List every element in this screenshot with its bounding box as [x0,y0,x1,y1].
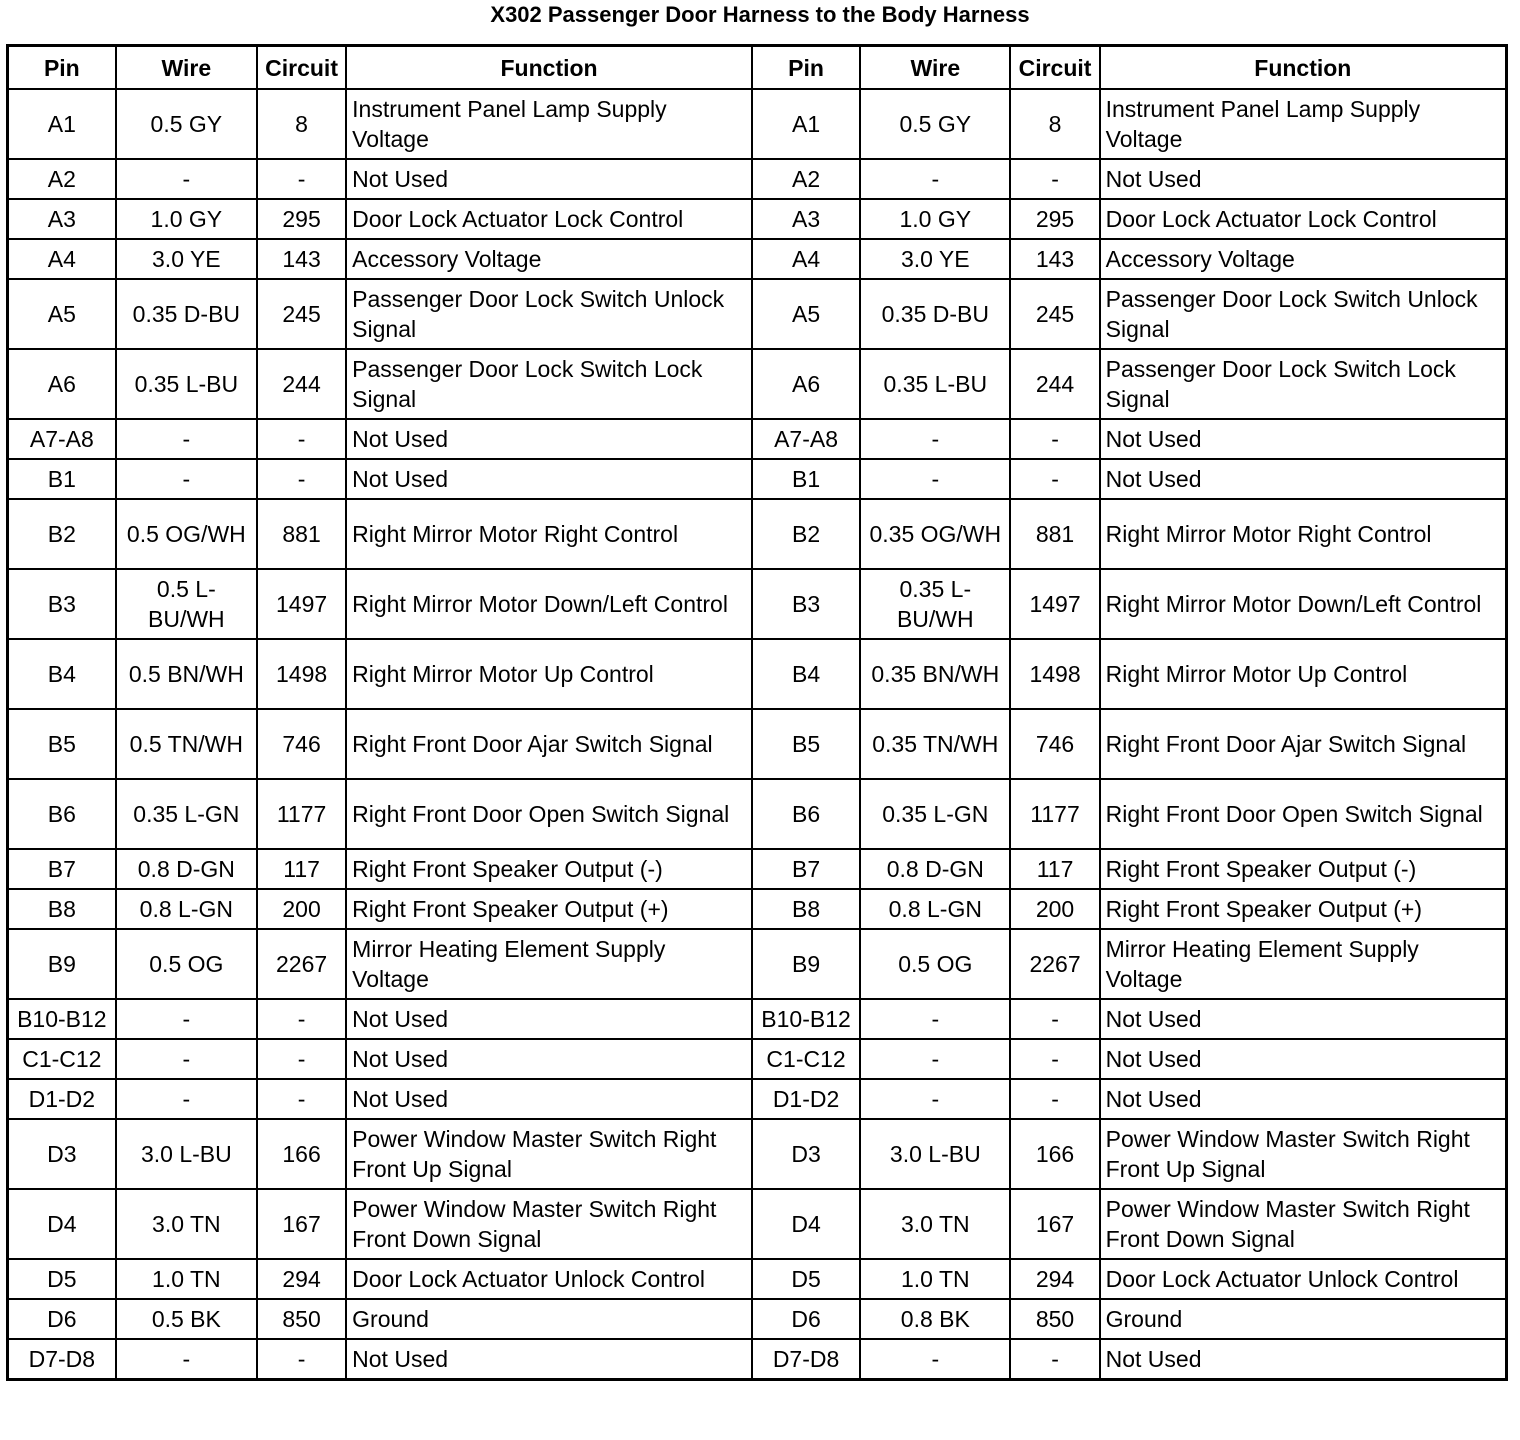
right-function-cell: Instrument Panel Lamp Supply Voltage [1100,89,1507,159]
right-wire-cell: 0.35 L-BU/WH [860,569,1010,639]
left-circuit-cell: 850 [257,1299,346,1339]
table-row [8,779,1507,849]
right-function-cell: Right Front Speaker Output (-) [1100,849,1507,889]
right-wire-cell: 0.35 BN/WH [860,639,1010,709]
left-function-cell: Not Used [346,1039,752,1079]
right-circuit-cell: 143 [1010,239,1099,279]
left-pin-cell: D6 [8,1299,116,1339]
right-wire-cell: 3.0 L-BU [860,1119,1010,1189]
left-function-cell: Accessory Voltage [346,239,752,279]
left-pin-cell: B1 [8,459,116,499]
right-function-cell: Not Used [1100,159,1507,199]
left-pin-cell: A2 [8,159,116,199]
left-function-cell: Not Used [346,1339,752,1380]
table-row [8,1299,1507,1339]
left-circuit-cell: 8 [257,89,346,159]
right-wire-cell: 0.5 GY [860,89,1010,159]
left-pin-cell: D3 [8,1119,116,1189]
right-wire-cell: 0.35 OG/WH [860,499,1010,569]
right-pin-cell: B9 [752,929,860,999]
table-row [8,1079,1507,1119]
left-function-cell: Right Front Door Ajar Switch Signal [346,709,752,779]
table-row [8,419,1507,459]
right-circuit-cell: 117 [1010,849,1099,889]
right-pin-cell: B10-B12 [752,999,860,1039]
left-function-cell: Not Used [346,459,752,499]
left-pin-cell: B7 [8,849,116,889]
right-function-cell: Passenger Door Lock Switch Unlock Signal [1100,279,1507,349]
table-row [8,349,1507,419]
left-wire-cell: - [116,1339,257,1380]
table-row [8,1259,1507,1299]
right-circuit-cell: - [1010,1339,1099,1380]
left-circuit-cell: 1177 [257,779,346,849]
right-circuit-cell: 1497 [1010,569,1099,639]
right-circuit-cell: - [1010,999,1099,1039]
right-circuit-cell: 295 [1010,199,1099,239]
column-header-function: Function [346,46,752,90]
table-row [8,1039,1507,1079]
left-function-cell: Instrument Panel Lamp Supply Voltage [346,89,752,159]
left-pin-cell: B8 [8,889,116,929]
table-row [8,1119,1507,1189]
left-wire-cell: 3.0 YE [116,239,257,279]
right-circuit-cell: 166 [1010,1119,1099,1189]
right-pin-cell: A2 [752,159,860,199]
left-pin-cell: A3 [8,199,116,239]
left-function-cell: Right Front Door Open Switch Signal [346,779,752,849]
right-wire-cell: - [860,1339,1010,1380]
right-function-cell: Not Used [1100,999,1507,1039]
right-circuit-cell: 8 [1010,89,1099,159]
left-wire-cell: 0.8 D-GN [116,849,257,889]
column-header-pin: Pin [8,46,116,90]
right-pin-cell: B7 [752,849,860,889]
left-circuit-cell: 746 [257,709,346,779]
right-circuit-cell: 1498 [1010,639,1099,709]
right-circuit-cell: - [1010,159,1099,199]
column-header-wire: Wire [116,46,257,90]
column-header-circuit: Circuit [257,46,346,90]
right-function-cell: Right Front Speaker Output (+) [1100,889,1507,929]
left-wire-cell: 0.5 TN/WH [116,709,257,779]
right-function-cell: Not Used [1100,459,1507,499]
left-function-cell: Door Lock Actuator Lock Control [346,199,752,239]
right-function-cell: Right Mirror Motor Right Control [1100,499,1507,569]
right-pin-cell: B3 [752,569,860,639]
left-wire-cell: - [116,1039,257,1079]
table-row [8,569,1507,639]
table-row [8,1189,1507,1259]
left-circuit-cell: 244 [257,349,346,419]
right-wire-cell: 0.8 L-GN [860,889,1010,929]
column-header-circuit: Circuit [1010,46,1099,90]
table-row [8,239,1507,279]
left-function-cell: Right Mirror Motor Down/Left Control [346,569,752,639]
right-pin-cell: B8 [752,889,860,929]
left-function-cell: Right Front Speaker Output (+) [346,889,752,929]
right-function-cell: Power Window Master Switch Right Front Up Signal [1100,1119,1507,1189]
right-function-cell: Power Window Master Switch Right Front Down Signal [1100,1189,1507,1259]
table-row [8,159,1507,199]
right-function-cell: Right Mirror Motor Up Control [1100,639,1507,709]
right-pin-cell: A6 [752,349,860,419]
right-function-cell: Not Used [1100,1339,1507,1380]
right-function-cell: Not Used [1100,1039,1507,1079]
right-wire-cell: - [860,459,1010,499]
left-circuit-cell: 294 [257,1259,346,1299]
right-circuit-cell: 1177 [1010,779,1099,849]
left-wire-cell: 3.0 L-BU [116,1119,257,1189]
table-row [8,929,1507,999]
right-wire-cell: 0.35 TN/WH [860,709,1010,779]
left-function-cell: Not Used [346,999,752,1039]
right-circuit-cell: 746 [1010,709,1099,779]
left-wire-cell: 0.35 D-BU [116,279,257,349]
left-circuit-cell: - [257,1039,346,1079]
right-pin-cell: D6 [752,1299,860,1339]
right-pin-cell: A3 [752,199,860,239]
right-pin-cell: A4 [752,239,860,279]
left-circuit-cell: 881 [257,499,346,569]
left-wire-cell: - [116,459,257,499]
table-row [8,709,1507,779]
left-circuit-cell: 245 [257,279,346,349]
left-function-cell: Not Used [346,1079,752,1119]
left-pin-cell: A1 [8,89,116,159]
left-circuit-cell: - [257,159,346,199]
right-pin-cell: B5 [752,709,860,779]
right-circuit-cell: 294 [1010,1259,1099,1299]
left-circuit-cell: 167 [257,1189,346,1259]
right-circuit-cell: 2267 [1010,929,1099,999]
table-row [8,889,1507,929]
left-function-cell: Passenger Door Lock Switch Lock Signal [346,349,752,419]
right-function-cell: Accessory Voltage [1100,239,1507,279]
header-row [8,46,1507,90]
right-pin-cell: D3 [752,1119,860,1189]
right-pin-cell: D7-D8 [752,1339,860,1380]
left-pin-cell: D1-D2 [8,1079,116,1119]
left-circuit-cell: 2267 [257,929,346,999]
left-pin-cell: D5 [8,1259,116,1299]
left-wire-cell: 0.8 L-GN [116,889,257,929]
left-function-cell: Ground [346,1299,752,1339]
table-row [8,499,1507,569]
left-pin-cell: A4 [8,239,116,279]
left-wire-cell: - [116,1079,257,1119]
left-wire-cell: 0.5 OG [116,929,257,999]
left-pin-cell: B4 [8,639,116,709]
left-circuit-cell: - [257,1079,346,1119]
left-pin-cell: C1-C12 [8,1039,116,1079]
right-function-cell: Passenger Door Lock Switch Lock Signal [1100,349,1507,419]
right-wire-cell: 0.8 D-GN [860,849,1010,889]
left-wire-cell: 0.5 OG/WH [116,499,257,569]
left-wire-cell: - [116,419,257,459]
right-circuit-cell: 881 [1010,499,1099,569]
page-title: X302 Passenger Door Harness to the Body Harness [490,2,1030,27]
right-function-cell: Door Lock Actuator Unlock Control [1100,1259,1507,1299]
right-pin-cell: B4 [752,639,860,709]
column-header-function: Function [1100,46,1507,90]
right-circuit-cell: - [1010,1079,1099,1119]
right-function-cell: Not Used [1100,419,1507,459]
right-wire-cell: - [860,159,1010,199]
right-wire-cell: - [860,419,1010,459]
left-circuit-cell: 143 [257,239,346,279]
left-function-cell: Right Front Speaker Output (-) [346,849,752,889]
left-wire-cell: 0.5 BK [116,1299,257,1339]
left-pin-cell: D7-D8 [8,1339,116,1380]
right-wire-cell: 0.8 BK [860,1299,1010,1339]
column-header-wire: Wire [860,46,1010,90]
left-pin-cell: B5 [8,709,116,779]
table-row [8,199,1507,239]
right-function-cell: Ground [1100,1299,1507,1339]
left-pin-cell: B2 [8,499,116,569]
left-wire-cell: 1.0 TN [116,1259,257,1299]
left-wire-cell: 0.5 BN/WH [116,639,257,709]
right-pin-cell: B2 [752,499,860,569]
left-wire-cell: 0.35 L-GN [116,779,257,849]
table-row [8,1339,1507,1380]
right-circuit-cell: - [1010,459,1099,499]
left-circuit-cell: 295 [257,199,346,239]
right-wire-cell: 3.0 TN [860,1189,1010,1259]
left-function-cell: Not Used [346,419,752,459]
right-circuit-cell: - [1010,419,1099,459]
right-wire-cell: 1.0 TN [860,1259,1010,1299]
table-row [8,279,1507,349]
left-pin-cell: B9 [8,929,116,999]
right-wire-cell: - [860,1039,1010,1079]
right-pin-cell: D1-D2 [752,1079,860,1119]
right-function-cell: Right Front Door Ajar Switch Signal [1100,709,1507,779]
right-pin-cell: A5 [752,279,860,349]
right-wire-cell: 0.35 L-BU [860,349,1010,419]
left-circuit-cell: - [257,999,346,1039]
table-row [8,459,1507,499]
right-pin-cell: D4 [752,1189,860,1259]
column-header-pin: Pin [752,46,860,90]
left-circuit-cell: 200 [257,889,346,929]
left-circuit-cell: 117 [257,849,346,889]
left-pin-cell: D4 [8,1189,116,1259]
left-wire-cell: 0.5 GY [116,89,257,159]
right-wire-cell: 0.35 D-BU [860,279,1010,349]
left-wire-cell: - [116,999,257,1039]
right-wire-cell: - [860,1079,1010,1119]
right-pin-cell: C1-C12 [752,1039,860,1079]
right-pin-cell: A1 [752,89,860,159]
left-function-cell: Not Used [346,159,752,199]
left-pin-cell: A5 [8,279,116,349]
right-circuit-cell: 850 [1010,1299,1099,1339]
left-function-cell: Right Mirror Motor Up Control [346,639,752,709]
table-row [8,639,1507,709]
left-wire-cell: 3.0 TN [116,1189,257,1259]
left-function-cell: Right Mirror Motor Right Control [346,499,752,569]
table-row [8,849,1507,889]
right-pin-cell: A7-A8 [752,419,860,459]
left-circuit-cell: 1498 [257,639,346,709]
right-wire-cell: 3.0 YE [860,239,1010,279]
left-circuit-cell: - [257,1339,346,1380]
left-pin-cell: A7-A8 [8,419,116,459]
left-function-cell: Passenger Door Lock Switch Unlock Signal [346,279,752,349]
right-wire-cell: 1.0 GY [860,199,1010,239]
left-circuit-cell: 166 [257,1119,346,1189]
right-function-cell: Right Front Door Open Switch Signal [1100,779,1507,849]
left-circuit-cell: - [257,459,346,499]
left-function-cell: Power Window Master Switch Right Front Down Signal [346,1189,752,1259]
left-function-cell: Power Window Master Switch Right Front Up Signal [346,1119,752,1189]
left-pin-cell: B6 [8,779,116,849]
right-wire-cell: 0.35 L-GN [860,779,1010,849]
right-function-cell: Right Mirror Motor Down/Left Control [1100,569,1507,639]
left-wire-cell: - [116,159,257,199]
connector-pinout-table [6,44,1508,1381]
right-circuit-cell: - [1010,1039,1099,1079]
right-circuit-cell: 244 [1010,349,1099,419]
right-function-cell: Mirror Heating Element Supply Voltage [1100,929,1507,999]
right-function-cell: Door Lock Actuator Lock Control [1100,199,1507,239]
left-pin-cell: A6 [8,349,116,419]
right-circuit-cell: 200 [1010,889,1099,929]
right-wire-cell: - [860,999,1010,1039]
right-circuit-cell: 167 [1010,1189,1099,1259]
right-pin-cell: D5 [752,1259,860,1299]
left-pin-cell: B10-B12 [8,999,116,1039]
left-wire-cell: 0.35 L-BU [116,349,257,419]
right-circuit-cell: 245 [1010,279,1099,349]
left-function-cell: Door Lock Actuator Unlock Control [346,1259,752,1299]
left-wire-cell: 0.5 L-BU/WH [116,569,257,639]
table-row [8,89,1507,159]
left-circuit-cell: - [257,419,346,459]
left-function-cell: Mirror Heating Element Supply Voltage [346,929,752,999]
right-pin-cell: B6 [752,779,860,849]
left-pin-cell: B3 [8,569,116,639]
right-pin-cell: B1 [752,459,860,499]
left-wire-cell: 1.0 GY [116,199,257,239]
table-row [8,999,1507,1039]
right-function-cell: Not Used [1100,1079,1507,1119]
right-wire-cell: 0.5 OG [860,929,1010,999]
left-circuit-cell: 1497 [257,569,346,639]
